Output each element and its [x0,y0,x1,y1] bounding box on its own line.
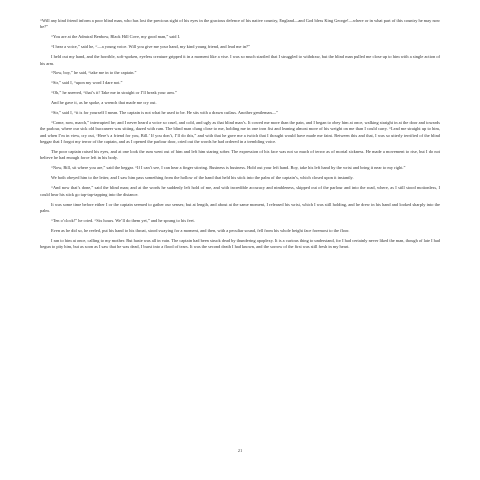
paragraph: “Now, Bill, sit where you are,” said the beggar. “If I can’t see, I can hear a finger stirring. Business is business. Hold out your left hand. Boy, take his left hand by the wrist and bring it near to my right.” [51,165,406,171]
body-text [40,18,440,250]
paragraph: “Now, boy,” he said, “take me in to the captain.” [51,70,137,76]
paragraph: “Come, now, march,” interrupted he; and I never heard a voice so cruel, and cold, and ugly as that blind man’s. It cowed me more than the pain, and I began to obey him at once, walking straight in at the door and towards the parlour, where our sick old buccaneer was sitting, dazed with rum. The blind man clung close to me, holding me in one iron fist and leaning almost more of his weight on me than I could carry. “Lead me straight up to him, and when I’m in view, cry out, ‘Here’s a friend for you, Bill.’ If you don’t, I’ll do this,” and with that he gave me a twitch that I thought would have made me faint. Between this and that, I was so utterly terrified of the blind beggar that I forgot my terror of the captain, and as I opened the parlour door, cried out the words he had ordered in a trembling voice. [40,120,440,145]
paragraph: “Sir,” said I, “upon my word I dare not.” [51,80,123,86]
paragraph: “Oh,” he sneered, “that’s it! Take me in straight or I’ll break your arm.” [51,90,177,96]
paragraph: It was some time before either I or the captain seemed to gather our senses; but at length, and about at the same moment, I released his wrist, which I was still holding, and he drew in his hand and looked sharply into the palm. [40,201,440,213]
paragraph: And he gave it, as he spoke, a wrench that made me cry out. [51,100,157,106]
paragraph: “Sir,” said I, “it is for yourself I mean. The captain is not what he used to be. He sits with a drawn cutlass. Another gentleman—” [51,110,278,116]
paragraph: I ran to him at once, calling to my mother. But haste was all in vain. The captain had been struck dead by thundering apoplexy. It is a curious thing to understand, for I had certainly never liked the man, though of late I had begun to pity him, but as soon as I saw that he was dead, I burst into a flood of tears. It was the second death I had known, and the sorrow of the first was still fresh in my heart. [40,237,440,250]
paragraph: “And now that’s done,” said the blind man; and at the words he suddenly left hold of me, and with incredible accuracy and nimbleness, skipped out of the parlour and into the road, where, as I still stood motionless, I could hear his stick go tap-tap-tapping into the distance. [40,185,440,197]
paragraph: The poor captain raised his eyes, and at one look the rum went out of him and left him staring sober. The expression of his face was not so much of terror as of mortal sickness. He made a movement to rise, but I do not believe he had enough force left in his body. [40,149,440,161]
paragraph: “Ten o’clock!” he cried. “Six hours. We’ll do them yet,” and he sprang to his feet. [51,217,195,223]
page-number: 21 [237,448,243,453]
paragraph: We both obeyed him to the letter, and I saw him pass something from the hollow of the hand that held his stick into the palm of the captain’s, which closed upon it instantly. [51,175,354,181]
paragraph: “You are at the Admiral Benbow, Black Hill Cove, my good man,” said I. [51,34,181,40]
paragraph: “Will any kind friend inform a poor blind man, who has lost the precious sight of his eyes in the gracious defence of his native country, England—and God bless King George!—where or in what part of this country he may now be?” [40,18,440,30]
paragraph: Even as he did so, he reeled, put his hand to his throat, stood swaying for a moment, and then, with a peculiar sound, fell from his whole height face foremost to the floor. [51,227,350,233]
paragraph: “I hear a voice,” said he, “—a young voice. Will you give me your hand, my kind young friend, and lead me in?” [51,44,250,50]
paragraph: I held out my hand, and the horrible, soft-spoken, eyeless creature gripped it in a moment like a vise. I was so much startled that I struggled to withdraw, but the blind man pulled me close up to him with a single action of his arm. [40,54,440,66]
